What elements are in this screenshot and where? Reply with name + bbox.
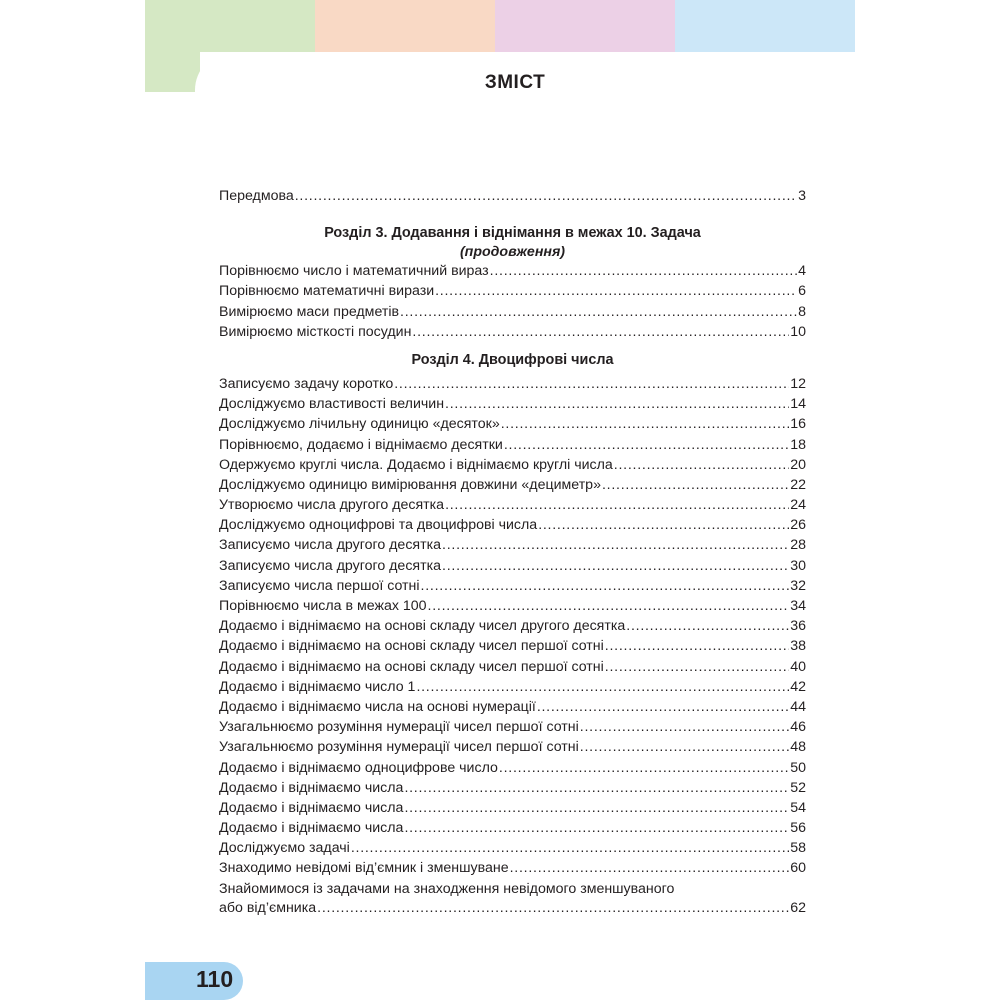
- toc-entry[interactable]: [219, 576, 806, 596]
- toc-entry-page: 14: [790, 396, 806, 413]
- dot-leader: [435, 281, 797, 301]
- dot-leader: [400, 302, 797, 322]
- toc-entry-label: Знаходимо невідомі від’ємник і зменшуване: [219, 860, 509, 877]
- dot-leader: [499, 758, 789, 778]
- page-title: ЗМІСТ: [484, 72, 546, 93]
- toc-entry-label: Додаємо і віднімаємо числа: [219, 799, 404, 816]
- toc-entry[interactable]: [219, 261, 806, 281]
- toc-entry-label: Записуємо числа першої сотні: [219, 577, 420, 594]
- toc-entry[interactable]: [219, 394, 806, 414]
- toc-entry-label: Порівнюємо число і математичний вираз: [219, 263, 489, 280]
- dot-leader: [404, 798, 789, 818]
- toc-entry-label: Досліджуємо одноцифрові та двоцифрові числа: [219, 517, 538, 534]
- toc-entry[interactable]: [219, 636, 806, 656]
- toc-entry-page: 34: [790, 598, 806, 614]
- dot-leader: [317, 898, 789, 918]
- toc-entry[interactable]: [219, 778, 806, 798]
- toc-entry-page: 6: [798, 283, 806, 300]
- dot-leader: [580, 717, 789, 737]
- dot-leader: [428, 596, 790, 616]
- toc-entry-label: Вимірюємо місткості посудин: [219, 323, 412, 340]
- toc-entry-label: Одержуємо круглі числа. Додаємо і віднімаємо круглі числа: [219, 456, 613, 473]
- toc-entry-page: 3: [798, 188, 806, 204]
- dot-leader: [351, 838, 789, 858]
- toc-entry-page: 4: [798, 263, 806, 280]
- toc-entry-label: Передмова: [219, 188, 294, 204]
- toc-entry-label: Знайомимося із задачами на знаходження невідомого зменшуваного: [219, 880, 675, 897]
- dot-leader: [445, 394, 789, 414]
- toc-entry-label: Порівнюємо, додаємо і віднімаємо десятки: [219, 436, 503, 453]
- dot-leader: [394, 374, 789, 394]
- toc-entry-page: 28: [790, 537, 806, 554]
- toc-entry-page: 36: [790, 618, 806, 635]
- dot-leader: [445, 495, 789, 515]
- toc-entry-page: 20: [790, 456, 806, 473]
- dot-leader: [602, 475, 789, 495]
- toc-entry-label: Записуємо задачу коротко: [219, 375, 394, 392]
- dot-leader: [442, 556, 789, 576]
- dot-leader: [538, 515, 789, 535]
- toc-entry[interactable]: [219, 677, 806, 697]
- toc-entry-label: Додаємо і віднімаємо числа на основі нумерації: [219, 698, 536, 715]
- table-of-contents: [219, 186, 806, 918]
- dot-leader: [537, 697, 789, 717]
- toc-entry[interactable]: [219, 717, 806, 737]
- toc-entry-label: Утворюємо числа другого десятка: [219, 497, 445, 514]
- toc-entry-page: 44: [790, 698, 806, 715]
- toc-entry[interactable]: [219, 515, 806, 535]
- toc-entry-page: 16: [790, 416, 806, 433]
- toc-entry-page: 56: [790, 820, 806, 837]
- toc-entry[interactable]: [219, 838, 806, 858]
- toc-entry-page: 58: [790, 840, 806, 857]
- section-subheading: (продовження): [459, 244, 566, 261]
- toc-entry[interactable]: [219, 495, 806, 515]
- toc-entry[interactable]: [219, 697, 806, 717]
- toc-entry-page: 22: [790, 476, 806, 493]
- toc-entry-page: 10: [790, 323, 806, 340]
- page-number: 110: [196, 966, 234, 992]
- toc-entry-label: Досліджуємо задачі: [219, 840, 350, 857]
- toc-entry[interactable]: [219, 322, 806, 342]
- header-band-peach: [315, 0, 495, 52]
- toc-entry-page: 48: [790, 739, 806, 756]
- section-entries: [219, 261, 806, 342]
- section-entries: [219, 374, 806, 879]
- toc-entry-page: 18: [790, 436, 806, 453]
- toc-entry[interactable]: [219, 302, 806, 322]
- toc-entry-page: 50: [790, 759, 806, 776]
- toc-entry-page: 46: [790, 719, 806, 736]
- toc-entry-page: 38: [790, 638, 806, 655]
- toc-entry-page: 42: [790, 678, 806, 695]
- dot-leader: [605, 657, 789, 677]
- toc-entry[interactable]: [219, 414, 806, 434]
- dot-leader: [295, 186, 797, 206]
- dot-leader: [442, 535, 789, 555]
- toc-entry-label: або від’ємника: [219, 899, 317, 916]
- toc-entry[interactable]: [219, 758, 806, 778]
- toc-entry-label: Додаємо і віднімаємо на основі складу чисел другого десятка: [219, 618, 626, 635]
- toc-entry-page: 24: [790, 497, 806, 514]
- toc-entry-label: Записуємо числа другого десятка: [219, 557, 442, 574]
- toc-entry-label: Додаємо і віднімаємо числа: [219, 820, 404, 837]
- toc-entry[interactable]: [219, 374, 806, 394]
- section-heading: Розділ 4. Двоцифрові числа: [411, 351, 614, 368]
- toc-entry[interactable]: [219, 435, 806, 455]
- dot-leader: [416, 677, 789, 697]
- toc-entry-wrapped-continuation[interactable]: [219, 898, 806, 918]
- toc-entry-label: Вимірюємо маси предметів: [219, 303, 400, 320]
- dot-leader: [501, 414, 789, 434]
- dot-leader: [580, 737, 789, 757]
- toc-entry-label: Записуємо числа другого десятка: [219, 537, 442, 554]
- dot-leader: [412, 322, 789, 342]
- toc-entry-page: 8: [798, 303, 806, 320]
- dot-leader: [404, 778, 789, 798]
- toc-entry-label: Додаємо і віднімаємо число 1: [219, 678, 416, 695]
- toc-entry[interactable]: [219, 556, 806, 576]
- toc-entry[interactable]: [219, 798, 806, 818]
- toc-entry-page: 32: [790, 577, 806, 594]
- toc-entry-label: Досліджуємо лічильну одиницю «десяток»: [219, 416, 500, 433]
- toc-entry[interactable]: [219, 596, 806, 616]
- toc-entry[interactable]: [219, 535, 806, 555]
- toc-entry-wrapped[interactable]: [219, 879, 806, 898]
- toc-entry[interactable]: [219, 737, 806, 757]
- header-band-blue: [675, 0, 855, 52]
- toc-entry-label: Узагальнюємо розуміння нумерації чисел першої сотні: [219, 719, 579, 736]
- toc-entry-page: 40: [790, 658, 806, 675]
- dot-leader: [404, 818, 789, 838]
- toc-entry-page: 54: [790, 799, 806, 816]
- header-band-green: [145, 0, 315, 52]
- toc-entry-page: 30: [790, 557, 806, 574]
- toc-entry-label: Узагальнюємо розуміння нумерації чисел першої сотні: [219, 739, 579, 756]
- toc-entry-label: Додаємо і віднімаємо одноцифрове число: [219, 759, 498, 776]
- dot-leader: [510, 858, 790, 878]
- toc-entry-label: Досліджуємо властивості величин: [219, 396, 445, 413]
- toc-entry-page: 62: [790, 899, 806, 916]
- toc-entry[interactable]: [219, 858, 806, 878]
- section-heading: Розділ 3. Додавання і віднімання в межах 10. Задача: [324, 225, 701, 242]
- dot-leader: [605, 636, 789, 656]
- toc-entry-label: Додаємо і віднімаємо на основі складу чисел першої сотні: [219, 658, 604, 675]
- toc-entry-page: 12: [790, 375, 806, 392]
- dot-leader: [504, 435, 789, 455]
- toc-entry-page: 26: [790, 517, 806, 534]
- dot-leader: [614, 455, 789, 475]
- dot-leader: [490, 261, 797, 281]
- toc-entry[interactable]: [219, 616, 806, 636]
- toc-entry[interactable]: [219, 281, 806, 301]
- header-band-pink: [495, 0, 675, 52]
- toc-entry-label: Досліджуємо одиницю вимірювання довжини «дециметр»: [219, 476, 601, 493]
- toc-entry[interactable]: [219, 657, 806, 677]
- dot-leader: [421, 576, 790, 596]
- toc-entry-preface[interactable]: [219, 186, 806, 206]
- toc-entry-label: Додаємо і віднімаємо числа: [219, 779, 404, 796]
- toc-entry[interactable]: [219, 455, 806, 475]
- toc-entry[interactable]: [219, 475, 806, 495]
- toc-entry-page: 60: [790, 860, 806, 877]
- toc-entry-label: Додаємо і віднімаємо на основі складу чисел першої сотні: [219, 638, 604, 655]
- toc-entry-page: 52: [790, 779, 806, 796]
- toc-entry[interactable]: [219, 818, 806, 838]
- toc-entry-label: Порівнюємо математичні вирази: [219, 283, 435, 300]
- toc-entry-label: Порівнюємо числа в межах 100: [219, 598, 427, 614]
- dot-leader: [626, 616, 789, 636]
